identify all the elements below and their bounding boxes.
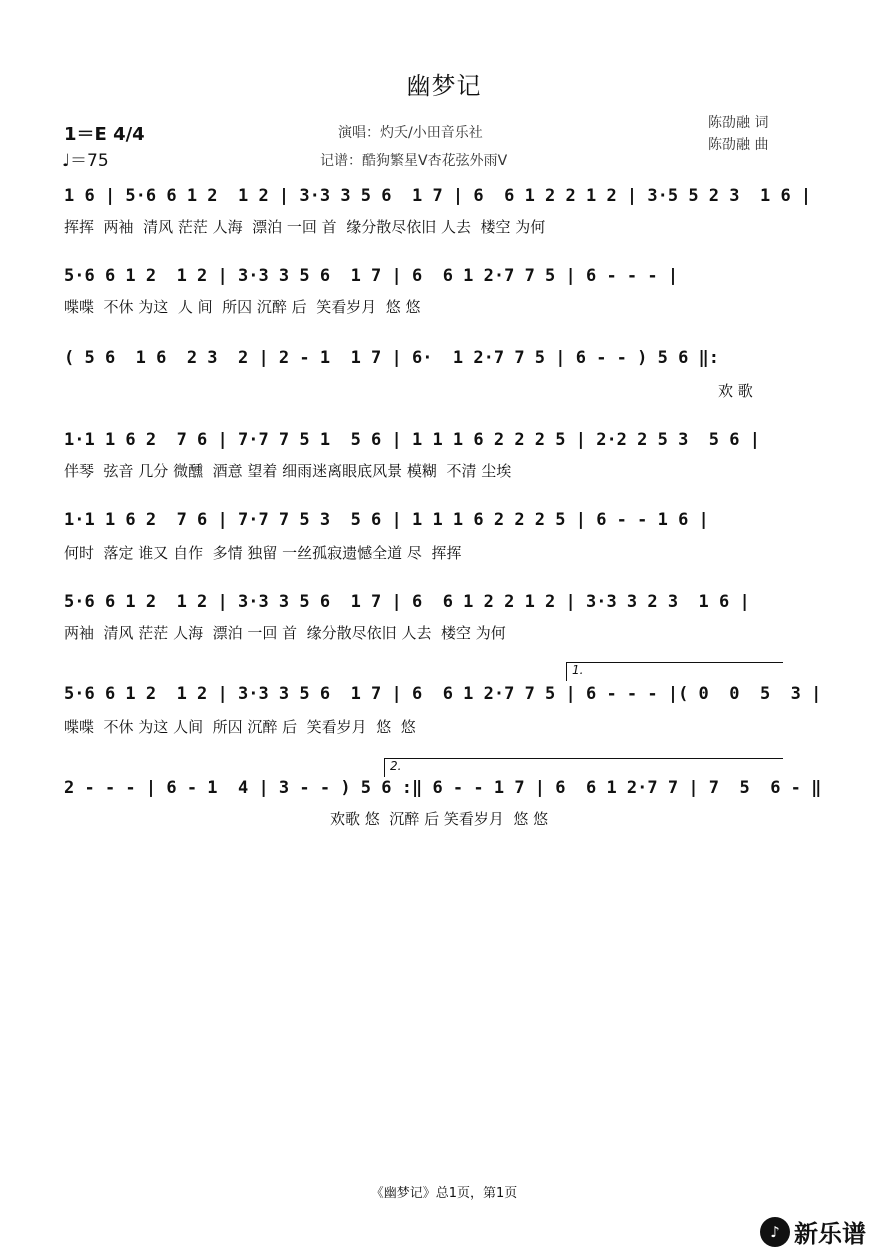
singer-credit: 演唱：灼夭/小田音乐社: [338, 125, 483, 141]
notation-line: 1·1 1 6 2 7 6 | 7·7 7 5 1 5 6 | 1 1 1 6 2 2 2 5 | 2·2 2 5 3 5 6 |: [64, 430, 760, 450]
page-footer: 《幽梦记》总1页，第1页: [370, 1186, 518, 1201]
site-logo[interactable]: [760, 1214, 866, 1249]
lyrics-line: 欢 歌: [718, 382, 753, 400]
lyrics-line: 两袖 清风 茫茫 人海 漂泊 一回 首 缘分散尽依旧 人去 楼空 为何: [64, 624, 506, 642]
lyrics-line: 欢歌 悠 沉醉 后 笑看岁月 悠 悠: [330, 810, 549, 828]
notation-line: 5·6 6 1 2 1 2 | 3·3 3 5 6 1 7 | 6 6 1 2 2 1 2 | 3·3 3 2 3 1 6 |: [64, 592, 750, 612]
transcriber-credit: 记谱：酷狗繁星V杏花弦外雨V: [320, 153, 508, 169]
lyrics-line: 何时 落定 谁又 自作 多情 独留 一丝孤寂遗憾全道 尽 挥挥: [64, 544, 462, 562]
notation-line: 5·6 6 1 2 1 2 | 3·3 3 5 6 1 7 | 6 6 1 2·7 7 5 | 6 - - - |( 0 0 5 3 |: [64, 684, 822, 704]
volta-bracket-2: [384, 758, 783, 777]
lyrics-line: 喋喋 不休 为这 人 间 所囚 沉醉 后 笑看岁月 悠 悠: [64, 298, 421, 316]
tempo-marking: ♩＝75: [62, 151, 109, 171]
notation-line: 5·6 6 1 2 1 2 | 3·3 3 5 6 1 7 | 6 6 1 2·7 7 5 | 6 - - - |: [64, 266, 679, 286]
notation-line: 1·1 1 6 2 7 6 | 7·7 7 5 3 5 6 | 1 1 1 6 2 2 2 5 | 6 - - 1 6 |: [64, 510, 709, 530]
lyrics-line: 挥挥 两袖 清风 茫茫 人海 漂泊 一回 首 缘分散尽依旧 人去 楼空 为何: [64, 218, 546, 236]
lyrics-line: 喋喋 不休 为这 人间 所囚 沉醉 后 笑看岁月 悠 悠: [64, 718, 416, 736]
logo-text: 新乐谱: [794, 1220, 866, 1248]
volta-bracket-1: [566, 662, 783, 681]
notation-line: 1 6 | 5·6 6 1 2 1 2 | 3·3 3 5 6 1 7 | 6 6 1 2 2 1 2 | 3·5 5 2 3 1 6 |: [64, 186, 812, 206]
page-title: 幽梦记: [406, 72, 482, 100]
notation-line: ( 5 6 1 6 2 3 2 | 2 - 1 1 7 | 6· 1 2·7 7 5 | 6 - - ) 5 6 ‖:: [64, 348, 720, 368]
volta-label: 2.: [390, 759, 402, 773]
volta-label: 1.: [572, 663, 584, 677]
lyricist-credit: 陈劭融 词: [708, 115, 769, 131]
lyrics-line: 伴琴 弦音 几分 微醺 酒意 望着 细雨迷离眼底风景 模糊 不清 尘埃: [64, 462, 512, 480]
key-signature: 1＝E 4/4: [64, 124, 145, 145]
notation-line: 2 - - - | 6 - 1 4 | 3 - - ) 5 6 :‖ 6 - - 1 7 | 6 6 1 2·7 7 | 7 5 6 - ‖: [64, 778, 822, 798]
music-disc-icon: ♪: [760, 1217, 790, 1247]
composer-credit: 陈劭融 曲: [708, 137, 769, 153]
